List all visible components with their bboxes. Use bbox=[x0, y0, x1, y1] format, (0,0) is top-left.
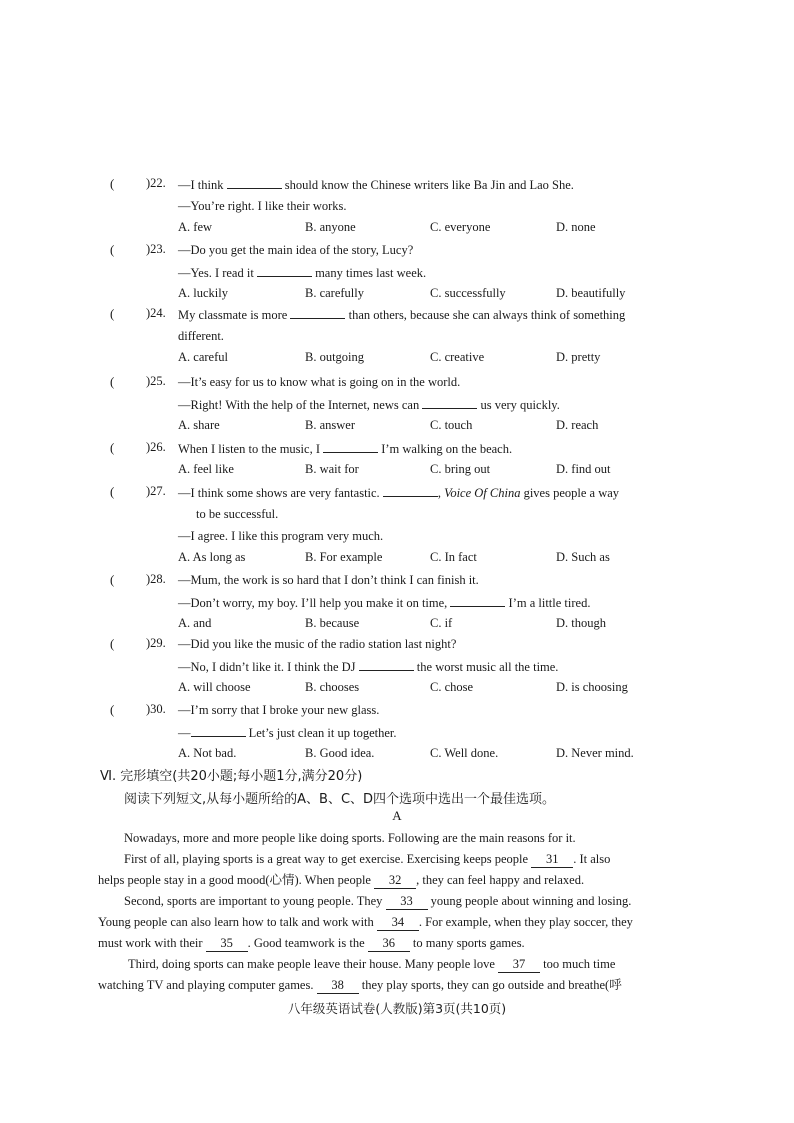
answer-blank[interactable] bbox=[359, 658, 414, 671]
line-text: Let’s just clean it up together. bbox=[245, 726, 397, 740]
answer-option[interactable]: A. Not bad. bbox=[178, 746, 237, 760]
answer-paren[interactable]: ( bbox=[110, 636, 115, 651]
answer-option[interactable]: D. pretty bbox=[556, 350, 601, 364]
question-number: )23. bbox=[146, 242, 166, 256]
answer-option[interactable]: D. is choosing bbox=[556, 680, 628, 694]
question-item bbox=[110, 374, 690, 440]
line-text: gives people a way bbox=[520, 486, 620, 500]
question-number: )28. bbox=[146, 572, 166, 586]
answer-option[interactable]: B. wait for bbox=[305, 462, 359, 476]
question-line bbox=[196, 506, 278, 522]
line-text: — bbox=[178, 726, 191, 740]
question-item bbox=[110, 572, 690, 638]
question-line bbox=[178, 264, 426, 281]
line-text: many times last week. bbox=[311, 266, 427, 280]
answer-option[interactable]: A. few bbox=[178, 220, 213, 234]
passage-text: . It also bbox=[573, 852, 611, 866]
answer-option[interactable]: B. For example bbox=[305, 550, 383, 564]
line-text: than others, because she can always think of something bbox=[345, 308, 626, 322]
answer-option[interactable]: A. and bbox=[178, 616, 212, 630]
line-text: —You’re right. I like their works. bbox=[178, 199, 347, 213]
cloze-blank[interactable]: 38 bbox=[317, 977, 359, 994]
answer-option[interactable]: A. will choose bbox=[178, 680, 251, 694]
line-text: —I think bbox=[178, 178, 227, 192]
line-text: I’m a little tired. bbox=[505, 596, 591, 610]
passage-text: they play sports, they can go outside and breathe(呼 bbox=[358, 978, 622, 992]
passage-text: , they can feel happy and relaxed. bbox=[416, 873, 585, 887]
passage-text: First of all, playing sports is a great way to get exercise. Exercising keeps people bbox=[124, 852, 532, 866]
cloze-blank[interactable]: 32 bbox=[374, 872, 416, 889]
page-footer: 八年级英语试卷(人教版)第3页(共10页) bbox=[287, 1001, 507, 1016]
question-line bbox=[178, 396, 560, 413]
question-line bbox=[178, 328, 224, 344]
passage-text: Young people can also learn how to talk and work with bbox=[98, 915, 377, 929]
passage-text: must work with their bbox=[98, 936, 206, 950]
line-text: —Mum, the work is so hard that I don’t think I can finish it. bbox=[178, 573, 479, 587]
passage-line bbox=[98, 977, 678, 994]
question-line bbox=[178, 658, 558, 675]
answer-option[interactable]: D. though bbox=[556, 616, 606, 630]
question-line bbox=[178, 374, 460, 390]
answer-option[interactable]: C. In fact bbox=[430, 550, 477, 564]
answer-paren[interactable]: ( bbox=[110, 176, 115, 191]
answer-blank[interactable] bbox=[191, 724, 246, 737]
question-item bbox=[110, 242, 690, 308]
answer-option[interactable]: B. chooses bbox=[305, 680, 360, 694]
answer-option[interactable]: A. share bbox=[178, 418, 220, 432]
line-text: , bbox=[437, 486, 445, 500]
question-line bbox=[178, 198, 347, 214]
line-text: to be successful. bbox=[196, 507, 279, 521]
answer-blank[interactable] bbox=[450, 594, 505, 607]
program-name: Voice Of China bbox=[444, 486, 521, 500]
answer-blank[interactable] bbox=[290, 306, 345, 319]
passage-label: A bbox=[392, 808, 402, 823]
passage-line bbox=[98, 935, 678, 952]
answer-option[interactable]: D. reach bbox=[556, 418, 599, 432]
passage-line bbox=[124, 830, 704, 846]
answer-option[interactable]: D. Such as bbox=[556, 550, 610, 564]
answer-option[interactable]: B. outgoing bbox=[305, 350, 365, 364]
answer-option[interactable]: C. chose bbox=[430, 680, 474, 694]
question-item bbox=[110, 306, 690, 372]
question-number: )24. bbox=[146, 306, 166, 320]
cloze-blank[interactable]: 31 bbox=[531, 851, 573, 868]
question-item bbox=[110, 440, 690, 484]
cloze-blank[interactable]: 33 bbox=[386, 893, 428, 910]
line-text: When I listen to the music, I bbox=[178, 442, 324, 456]
question-number: )26. bbox=[146, 440, 166, 454]
answer-paren[interactable]: ( bbox=[110, 306, 115, 321]
line-text: I’m walking on the beach. bbox=[378, 442, 513, 456]
question-item bbox=[110, 176, 690, 242]
section-title: Ⅵ. 完形填空(共20小题;每小题1分,满分20分) bbox=[100, 769, 363, 784]
line-text: should know the Chinese writers like Ba Jin and Lao She. bbox=[281, 178, 574, 192]
passage-line bbox=[124, 851, 704, 868]
line-text: —Don’t worry, my boy. I’ll help you make it on time, bbox=[178, 596, 451, 610]
passage-text: helps people stay in a good mood(心情). When people bbox=[98, 873, 375, 887]
line-text: —It’s easy for us to know what is going on in the world. bbox=[178, 375, 461, 389]
line-text: —No, I didn’t like it. I think the DJ bbox=[178, 660, 359, 674]
answer-option[interactable]: D. find out bbox=[556, 462, 611, 476]
cloze-blank[interactable]: 36 bbox=[368, 935, 410, 952]
answer-option[interactable]: C. successfully bbox=[430, 286, 506, 300]
answer-paren[interactable]: ( bbox=[110, 484, 115, 499]
question-item bbox=[110, 702, 690, 768]
cloze-blank[interactable]: 35 bbox=[206, 935, 248, 952]
question-line bbox=[178, 594, 590, 611]
answer-blank[interactable] bbox=[257, 264, 312, 277]
passage-text: Third, doing sports can make people leave their house. Many people love bbox=[128, 957, 499, 971]
answer-option[interactable]: C. if bbox=[430, 616, 453, 630]
line-text: —Right! With the help of the Internet, news can bbox=[178, 398, 423, 412]
question-line bbox=[178, 636, 456, 652]
answer-paren[interactable]: ( bbox=[110, 440, 115, 455]
line-text: us very quickly. bbox=[477, 398, 560, 412]
answer-option[interactable]: A. feel like bbox=[178, 462, 234, 476]
line-text: —Did you like the music of the radio station last night? bbox=[178, 637, 457, 651]
answer-blank[interactable] bbox=[227, 176, 282, 189]
question-line bbox=[178, 484, 619, 501]
answer-paren[interactable]: ( bbox=[110, 242, 115, 257]
passage-line bbox=[124, 893, 704, 910]
answer-option[interactable]: B. carefully bbox=[305, 286, 365, 300]
cloze-blank[interactable]: 34 bbox=[377, 914, 419, 931]
question-line bbox=[178, 440, 512, 457]
question-line bbox=[178, 242, 413, 258]
line-text: —I think some shows are very fantastic. bbox=[178, 486, 383, 500]
answer-paren[interactable]: ( bbox=[110, 702, 115, 717]
passage-line bbox=[98, 872, 678, 889]
answer-blank[interactable] bbox=[422, 396, 477, 409]
passage-text: watching TV and playing computer games. bbox=[98, 978, 317, 992]
passage-text: Nowadays, more and more people like doing sports. Following are the main reasons for it. bbox=[124, 831, 576, 845]
answer-option[interactable]: B. because bbox=[305, 616, 360, 630]
passage-text: Second, sports are important to young people. They bbox=[124, 894, 386, 908]
answer-option[interactable]: B. Good idea. bbox=[305, 746, 375, 760]
answer-paren[interactable]: ( bbox=[110, 572, 115, 587]
question-number: )22. bbox=[146, 176, 166, 190]
passage-text: . For example, when they play soccer, they bbox=[418, 915, 633, 929]
passage-line bbox=[98, 914, 678, 931]
answer-blank[interactable] bbox=[383, 484, 438, 497]
passage-line bbox=[128, 956, 708, 973]
answer-option[interactable]: A. As long as bbox=[178, 550, 246, 564]
question-item bbox=[110, 484, 690, 572]
answer-option[interactable]: C. touch bbox=[430, 418, 473, 432]
question-number: )29. bbox=[146, 636, 166, 650]
question-number: )30. bbox=[146, 702, 166, 716]
question-line bbox=[178, 702, 379, 718]
question-line bbox=[178, 176, 574, 193]
answer-option[interactable]: A. careful bbox=[178, 350, 228, 364]
line-text: —Yes. I read it bbox=[178, 266, 257, 280]
question-item bbox=[110, 636, 690, 702]
answer-option[interactable]: C. bring out bbox=[430, 462, 491, 476]
answer-blank[interactable] bbox=[323, 440, 378, 453]
line-text: —I’m sorry that I broke your new glass. bbox=[178, 703, 380, 717]
answer-option[interactable]: C. everyone bbox=[430, 220, 491, 234]
question-line bbox=[178, 572, 479, 588]
answer-option[interactable]: C. creative bbox=[430, 350, 485, 364]
line-text: —Do you get the main idea of the story, Lucy? bbox=[178, 243, 414, 257]
passage-text: . Good teamwork is the bbox=[247, 936, 368, 950]
section-instruction: 阅读下列短文,从每小题所给的A、B、C、D四个选项中选出一个最佳选项。 bbox=[124, 792, 556, 807]
answer-option[interactable]: B. anyone bbox=[305, 220, 356, 234]
answer-option[interactable]: D. none bbox=[556, 220, 596, 234]
answer-option[interactable]: A. luckily bbox=[178, 286, 228, 300]
answer-option[interactable]: D. beautifully bbox=[556, 286, 626, 300]
passage-text: too much time bbox=[540, 957, 616, 971]
answer-option[interactable]: D. Never mind. bbox=[556, 746, 634, 760]
question-line bbox=[178, 724, 397, 741]
question-number: )27. bbox=[146, 484, 166, 498]
question-number: )25. bbox=[146, 374, 166, 388]
answer-option[interactable]: C. Well done. bbox=[430, 746, 499, 760]
passage-text: young people about winning and losing. bbox=[427, 894, 632, 908]
cloze-blank[interactable]: 37 bbox=[498, 956, 540, 973]
question-line bbox=[178, 528, 383, 544]
line-text: —I agree. I like this program very much. bbox=[178, 529, 384, 543]
line-text: My classmate is more bbox=[178, 308, 291, 322]
answer-option[interactable]: B. answer bbox=[305, 418, 355, 432]
question-line bbox=[178, 306, 625, 323]
answer-paren[interactable]: ( bbox=[110, 374, 115, 389]
line-text: different. bbox=[178, 329, 224, 343]
line-text: the worst music all the time. bbox=[413, 660, 559, 674]
passage-text: to many sports games. bbox=[409, 936, 525, 950]
